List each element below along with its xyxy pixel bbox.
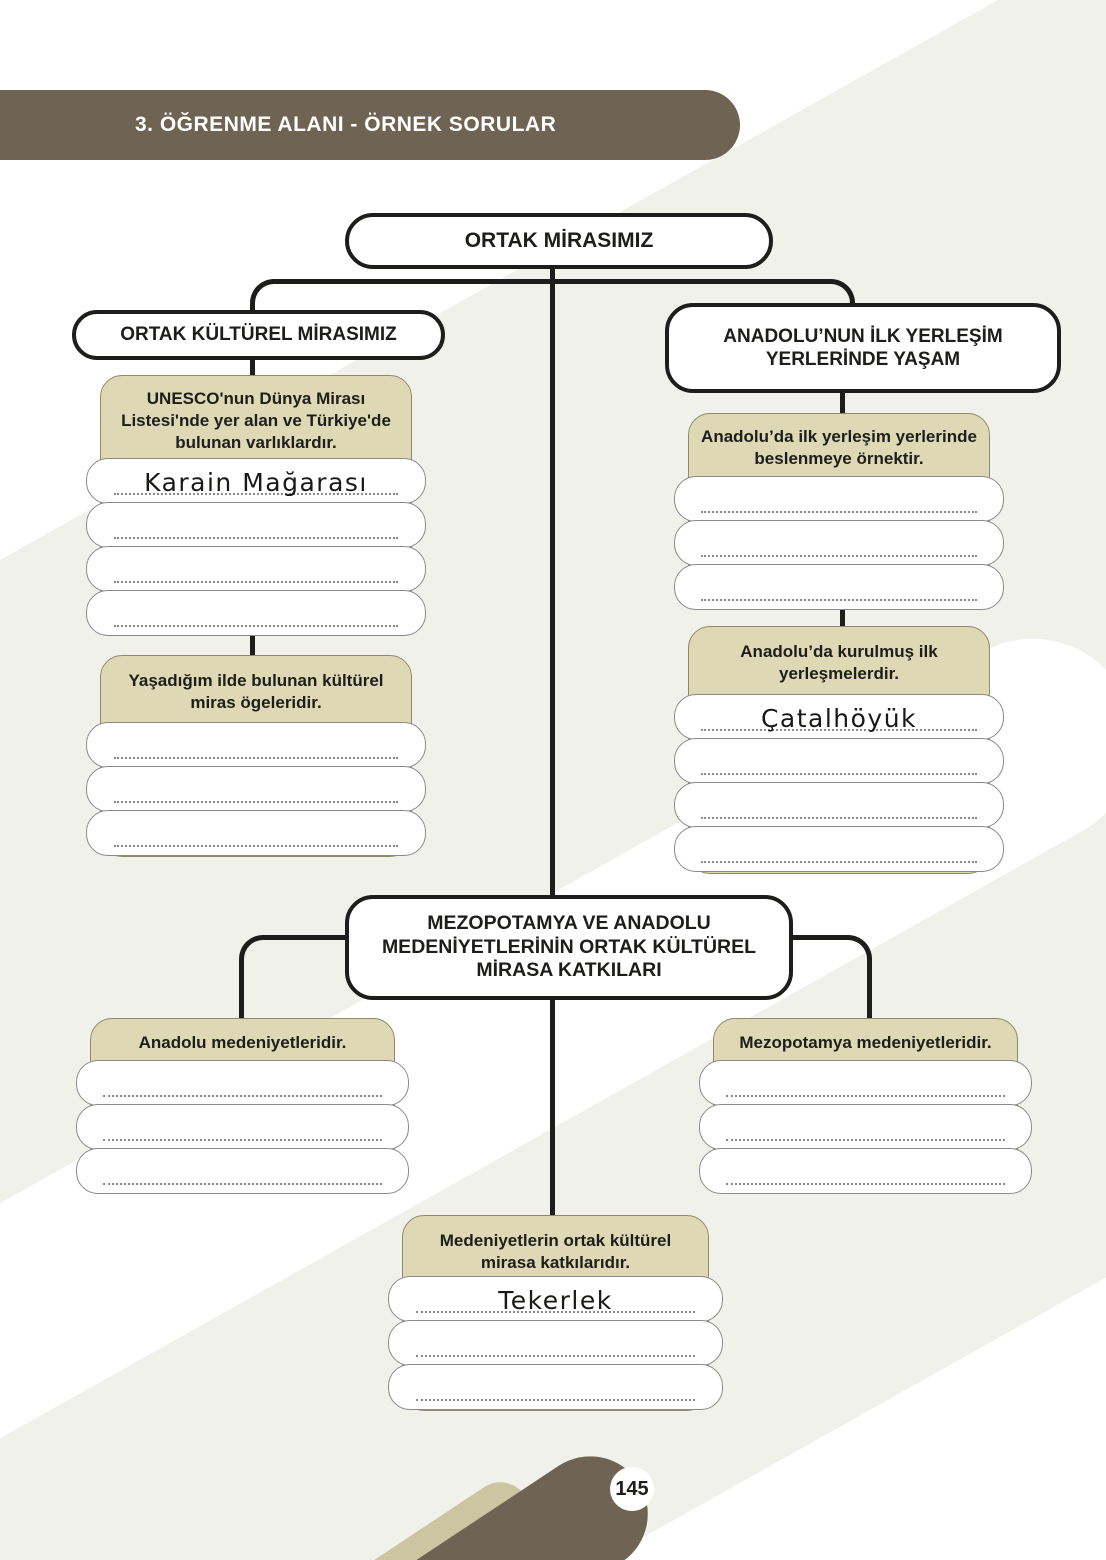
- node-left-branch-label: ORTAK KÜLTÜREL MİRASIMIZ: [120, 324, 397, 346]
- dotted-line: [726, 1139, 1004, 1141]
- dotted-line: [114, 581, 398, 583]
- answer-text: Karain Mağarası: [144, 468, 368, 497]
- answer-line[interactable]: [388, 1320, 723, 1366]
- node-root: [345, 213, 773, 269]
- connector-elbow: [239, 935, 352, 1026]
- prompt-text: Anadolu’da kurulmuş ilk yerleşmelerdir.: [740, 642, 938, 683]
- dotted-line: [701, 555, 977, 557]
- decor-stripe-brown: [0, 1434, 670, 1560]
- answer-line[interactable]: [674, 694, 1004, 740]
- answer-line[interactable]: [674, 476, 1004, 522]
- answer-line[interactable]: [86, 590, 426, 636]
- dotted-line: [114, 845, 398, 847]
- dotted-line: [103, 1095, 381, 1097]
- node-center-branch: [345, 895, 793, 1000]
- answer-line[interactable]: [86, 766, 426, 812]
- answer-line[interactable]: [674, 564, 1004, 610]
- header-bar: [0, 90, 740, 160]
- answer-line[interactable]: [674, 782, 1004, 828]
- answer-line[interactable]: [388, 1364, 723, 1410]
- page-number-badge: [610, 1467, 654, 1511]
- prompt-text: Yaşadığım ilde bulunan kültürel miras ögeleridir.: [128, 671, 384, 712]
- answer-line[interactable]: [76, 1148, 409, 1194]
- prompt-text: Anadolu medeniyetleridir.: [138, 1033, 347, 1052]
- page-title: 3. ÖĞRENME ALANI - ÖRNEK SORULAR: [135, 113, 557, 136]
- connector-line: [550, 259, 555, 902]
- dotted-line: [114, 625, 398, 627]
- answer-line[interactable]: [76, 1060, 409, 1106]
- answer-line[interactable]: [86, 546, 426, 592]
- node-right-branch-label: ANADOLU’NUN İLK YERLEŞİM YERLERİNDE YAŞAM: [723, 325, 1003, 370]
- node-center-branch-label: MEZOPOTAMYA VE ANADOLU MEDENİYETLERİNİN ORTAK KÜLTÜREL MİRASA KATKILARI: [381, 911, 757, 982]
- answer-line[interactable]: [76, 1104, 409, 1150]
- answer-line[interactable]: [86, 810, 426, 856]
- answer-line[interactable]: [674, 738, 1004, 784]
- dotted-line: [416, 1399, 696, 1401]
- prompt-text: Mezopotamya medeniyetleridir.: [739, 1033, 992, 1052]
- node-right-branch: [665, 303, 1061, 393]
- dotted-line: [701, 861, 977, 863]
- answer-line[interactable]: [674, 826, 1004, 872]
- answer-text: Çatalhöyük: [760, 704, 918, 733]
- dotted-line: [701, 817, 977, 819]
- dotted-line: [103, 1183, 381, 1185]
- node-left-branch: [72, 310, 445, 360]
- prompt-text: Medeniyetlerin ortak kültürel mirasa katkılarıdır.: [439, 1231, 672, 1272]
- dotted-line: [701, 511, 977, 513]
- dotted-line: [103, 1139, 381, 1141]
- dotted-line: [114, 757, 398, 759]
- dotted-line: [701, 599, 977, 601]
- answer-line[interactable]: [86, 458, 426, 504]
- dotted-line: [726, 1095, 1004, 1097]
- answer-line[interactable]: [699, 1148, 1032, 1194]
- dotted-line: [701, 773, 977, 775]
- answer-text: Tekerlek: [498, 1286, 613, 1315]
- dotted-line: [114, 801, 398, 803]
- dotted-line: [726, 1183, 1004, 1185]
- prompt-text: Anadolu’da ilk yerleşim yerlerinde beslenmeye örnektir.: [701, 427, 977, 468]
- answer-line[interactable]: [86, 502, 426, 548]
- answer-line[interactable]: [699, 1060, 1032, 1106]
- node-root-label: ORTAK MİRASIMIZ: [464, 229, 654, 253]
- answer-line[interactable]: [86, 722, 426, 768]
- dotted-line: [114, 537, 398, 539]
- answer-line[interactable]: [674, 520, 1004, 566]
- connector-line: [550, 990, 555, 1220]
- answer-line[interactable]: [699, 1104, 1032, 1150]
- page-number: 145: [615, 1477, 649, 1500]
- prompt-text: UNESCO'nun Dünya Mirası Listesi'nde yer alan ve Türkiye'de bulunan varlıklardır.: [121, 389, 391, 452]
- dotted-line: [416, 1355, 696, 1357]
- answer-line[interactable]: [388, 1276, 723, 1322]
